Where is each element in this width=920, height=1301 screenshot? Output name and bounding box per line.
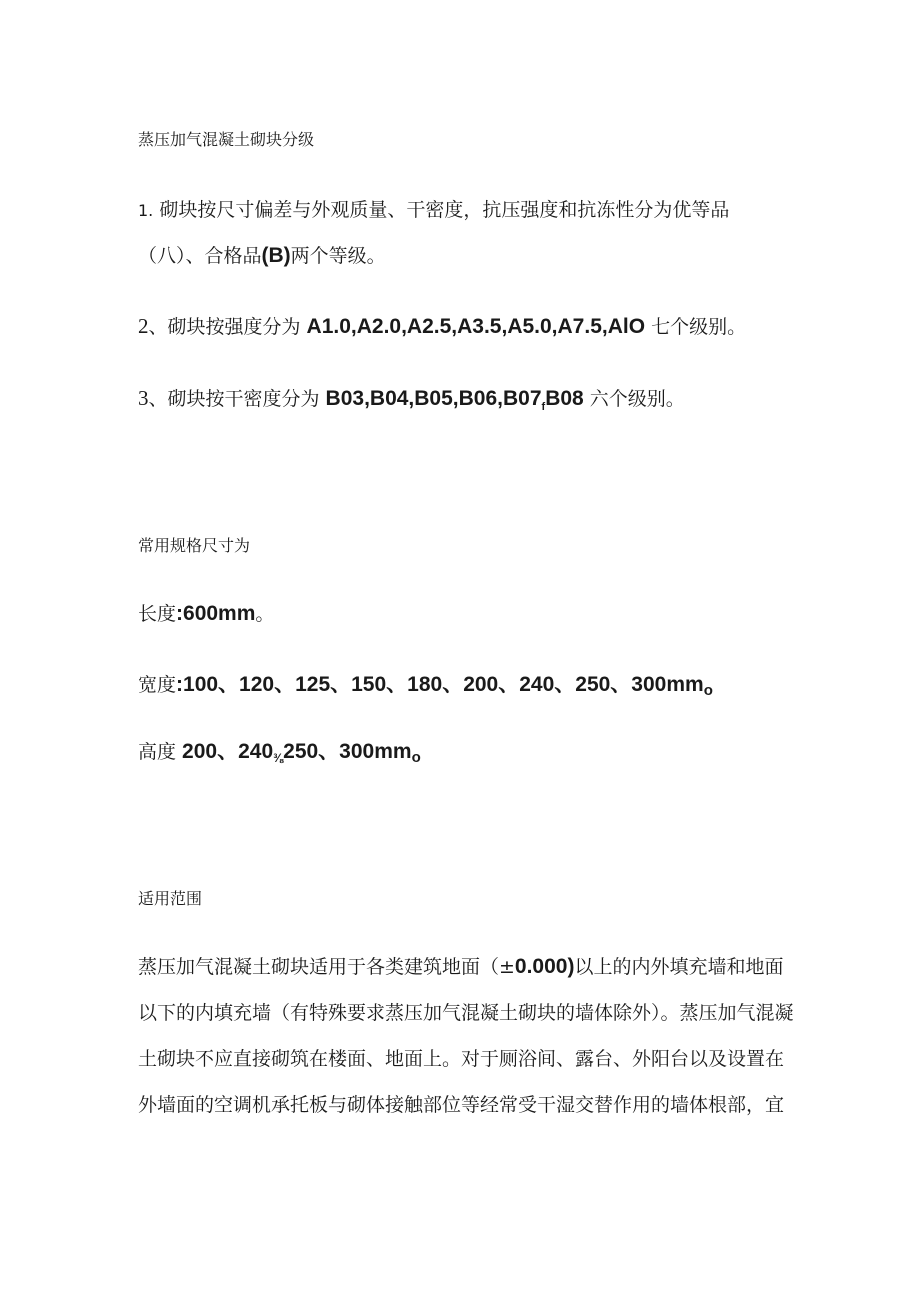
scope-paragraph xyxy=(138,944,794,1128)
item-1-line-1 xyxy=(138,201,729,220)
length-suffix: 。 xyxy=(255,603,275,625)
height-suffix: o xyxy=(411,749,421,766)
item-text: 六个级别。 xyxy=(583,388,685,410)
section-heading-grading: 蒸压加气混凝土砌块分级 xyxy=(138,130,315,149)
scope-line-3: 土砌块不应直接砌筑在楼面、地面上。对于厕浴间、露台、外阳台以及设置在 xyxy=(138,1048,785,1070)
width-value: :100、120、125、150、180、200、240、250、300mm xyxy=(176,673,704,696)
scope-line-2: 以下的内填充墙（有特殊要求蒸压加气混凝土砌块的墙体除外）。蒸压加气混凝 xyxy=(138,1002,794,1024)
height-sub: ⅜ xyxy=(273,751,284,765)
height-line xyxy=(138,741,421,765)
length-label: 长度 xyxy=(138,603,177,625)
length-line xyxy=(138,603,274,624)
item-3 xyxy=(138,388,685,413)
density-grades: B08 xyxy=(545,387,584,410)
item-number: 2 xyxy=(138,314,149,338)
elevation-value: 0.000) xyxy=(514,955,575,978)
density-grades: B03,B04,B05,B06,B07 xyxy=(325,387,542,410)
density-grades-sub: f xyxy=(541,401,546,413)
length-value: :600mm xyxy=(176,602,256,625)
item-text: 两个等级。 xyxy=(290,245,386,267)
item-text: （八）、合格品 xyxy=(138,245,262,267)
item-text: 砌块按尺寸偏差与外观质量、干密度，抗压强度和抗冻性分为优等品 xyxy=(159,199,730,221)
item-1-line-2 xyxy=(138,245,386,266)
width-suffix: o xyxy=(703,682,713,699)
text-span: 以上的内外填充墙和地面 xyxy=(574,956,784,978)
grade-b-label: (B) xyxy=(261,244,291,267)
height-label: 高度 xyxy=(138,741,183,763)
item-text: 、砌块按干密度分为 xyxy=(148,388,326,410)
height-value: 250、300mm xyxy=(283,740,412,763)
width-label: 宽度 xyxy=(138,674,177,696)
strength-grades: A1.0,A2.0,A2.5,A3.5,A5.0,A7.5,AlO xyxy=(306,315,646,338)
item-text: 七个级别。 xyxy=(645,316,747,338)
width-line xyxy=(138,674,713,698)
item-text: 、砌块按强度分为 xyxy=(148,316,307,338)
scope-line-4: 外墙面的空调机承托板与砌体接触部位等经常受干湿交替作用的墙体根部，宜 xyxy=(138,1094,785,1116)
text-span: 蒸压加气混凝土砌块适用于各类建筑地面（± xyxy=(138,956,515,978)
item-2 xyxy=(138,316,746,337)
item-number: 3 xyxy=(138,386,149,410)
section-heading-scope: 适用范围 xyxy=(138,889,203,908)
height-value: 200、240 xyxy=(182,740,274,763)
item-number: 1. xyxy=(138,201,154,220)
scope-line-1 xyxy=(138,944,784,990)
section-heading-dimensions: 常用规格尺寸为 xyxy=(138,536,251,555)
